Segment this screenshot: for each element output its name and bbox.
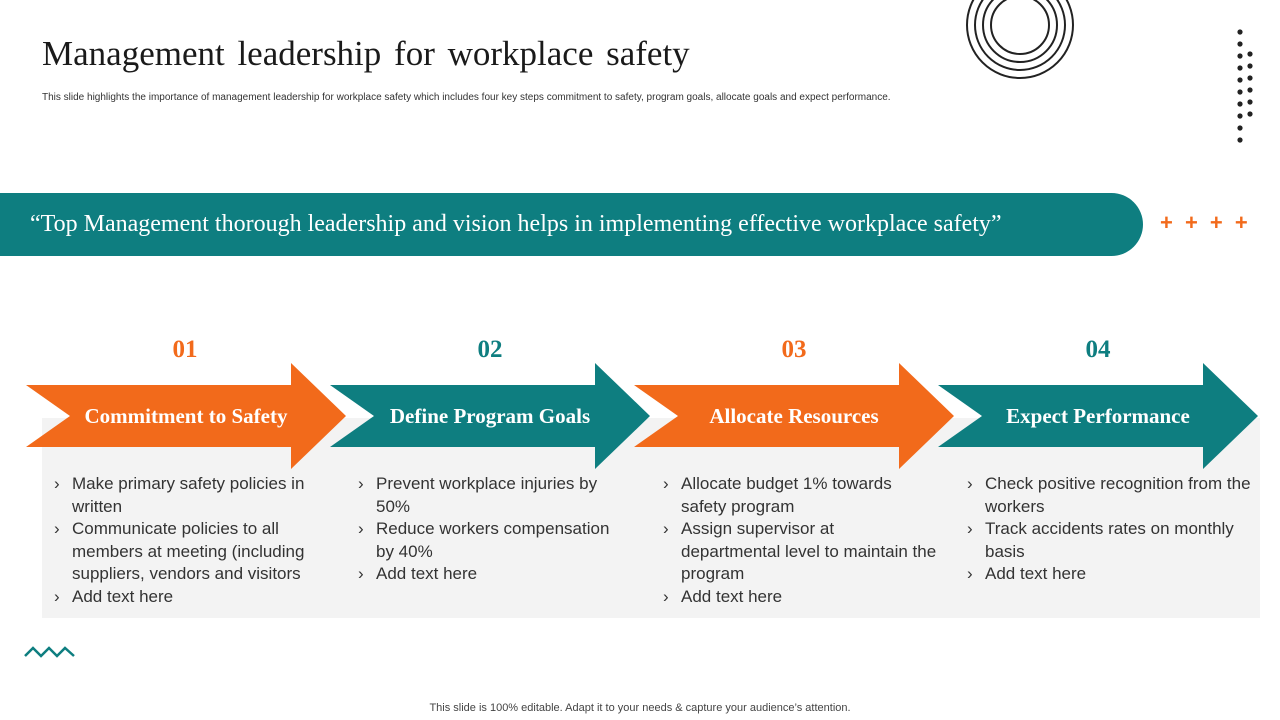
decoration-dot [1247,87,1252,92]
step-2-bullet: › Prevent workplace injuries by 50% [358,473,628,518]
step-1-bullet: › Make primary safety policies in written [54,473,324,518]
decoration-dot [1237,113,1242,118]
step-2-bullets [358,473,628,586]
decoration-dot [1237,29,1242,34]
step-2-label: Define Program Goals [389,404,591,428]
decoration-dot [1247,99,1252,104]
decoration-dot [1237,101,1242,106]
decoration-dot [1237,137,1242,142]
decoration-dot [1247,111,1252,116]
footer-note: This slide is 100% editable. Adapt it to your needs & capture your audience’s attention. [429,702,851,714]
step-2-bullet: › Add text here [358,563,628,586]
zigzag-wave-decoration [24,644,76,660]
step-3-bullets [663,473,938,608]
decoration-dot [1237,65,1242,70]
step-2-bullet: › Reduce workers compensation by 40% [358,518,628,563]
step-1-bullets [54,473,324,608]
plus-decoration: + + + + [1160,210,1251,235]
step-1-bullet: › Add text here [54,586,324,609]
decoration-dot [1237,77,1242,82]
decoration-dot [1237,41,1242,46]
step-3-bullet: › Allocate budget 1% towards safety program [663,473,938,518]
step-1-number: 01 [172,336,198,363]
step-3-bullet: › Assign supervisor at departmental level to maintain the program [663,518,938,586]
step-4-bullet: › Check positive recognition from the workers [967,473,1252,518]
step-2-number: 02 [477,336,503,363]
step-1-bullet: › Communicate policies to all members at meeting (including suppliers, vendors and visitors [54,518,324,586]
step-4-bullets [967,473,1252,586]
dot-grid-decoration [1236,28,1260,144]
step-3-label: Allocate Resources [709,404,879,428]
step-4-bullet: › Add text here [967,563,1252,586]
decoration-dot [1247,63,1252,68]
concentric-rings-decoration [964,0,1078,80]
step-4-number: 04 [1085,336,1111,363]
decoration-dot [1237,53,1242,58]
step-4-bullet: › Track accidents rates on monthly basis [967,518,1252,563]
step-4-label: Expect Performance [1006,404,1190,428]
decoration-dot [1237,89,1242,94]
step-3-bullet: › Add text here [663,586,938,609]
step-3-number: 03 [781,336,807,363]
step-1-label: Commitment to Safety [84,404,288,428]
decoration-dot [1237,125,1242,130]
slide-title: Management leadership for workplace safety [42,34,690,73]
slide-subtitle: This slide highlights the importance of management leadership for workplace safety which includes four key steps commitment to safety, program goals, allocate goals and expect performance. [42,92,891,103]
quote-text: “Top Management thorough leadership and vision helps in implementing effective workplace safety” [30,211,1002,237]
quote-banner [0,193,1143,256]
decoration-dot [1247,75,1252,80]
decoration-dot [1247,51,1252,56]
